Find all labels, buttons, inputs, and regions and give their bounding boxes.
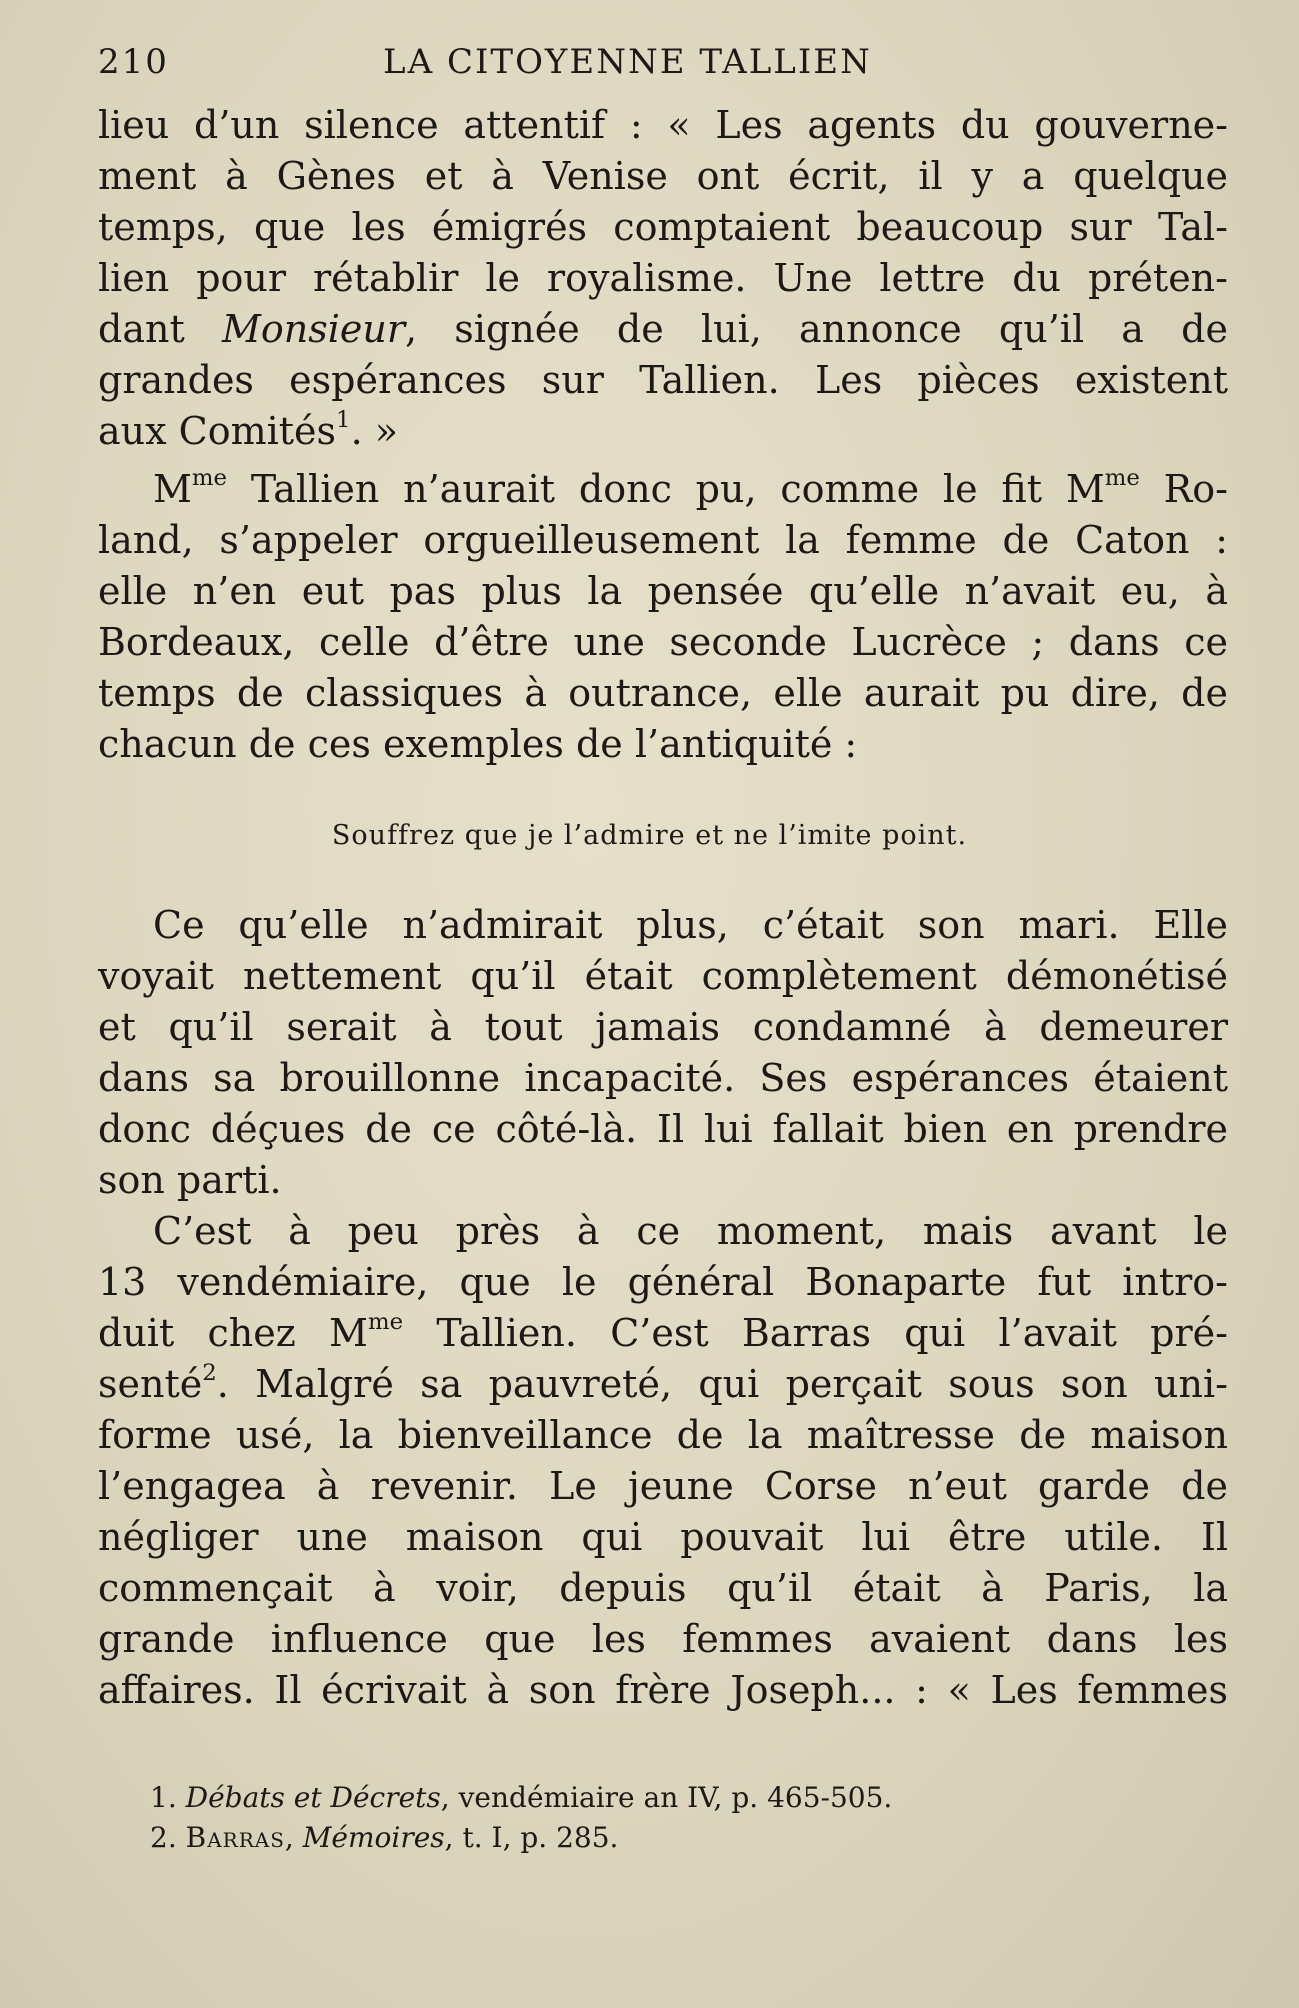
text-line: négliger une maison qui pouvait lui être utile. Il [98, 1515, 1228, 1559]
text-line: forme usé, la bienveillance de la maîtresse de maison [98, 1413, 1228, 1457]
text-line [98, 304, 1228, 355]
text-line: grande influence que les femmes avaient dans les [98, 1617, 1228, 1661]
text-line: land, s’appeler orgueilleusement la femme de Caton : [98, 518, 1228, 562]
text-line: 13 vendémiaire, que le général Bonaparte fut intro- [98, 1260, 1228, 1304]
text-segment: . » [350, 409, 398, 453]
text-segment: Ro- [1139, 467, 1228, 511]
text-line: donc déçues de ce côté-là. Il lui fallait bien en prendre [98, 1107, 1228, 1151]
text-segment: , signée de lui, annonce qu’il a de [404, 307, 1228, 351]
text-segment: aux Comités [98, 409, 337, 453]
footnote-ref: 1 [336, 406, 351, 433]
abbreviation-sup: me [1104, 464, 1140, 491]
footnote-author: Barras [185, 1821, 285, 1854]
text-segment: . Malgré sa pauvreté, qui perçait sous son uni- [216, 1362, 1228, 1406]
footnote-ref: 2 [202, 1359, 217, 1386]
text-line: temps de classiques à outrance, elle aurait pu dire, de [98, 671, 1228, 715]
text-line: l’engagea à revenir. Le jeune Corse n’eut garde de [98, 1464, 1228, 1508]
page-number: 210 [98, 42, 169, 82]
paragraph-2 [98, 464, 1228, 770]
text-line [98, 464, 1228, 515]
verse-quote: Souffrez que je l’admire et ne l’imite point. [331, 820, 968, 851]
abbreviation-sup: me [367, 1308, 404, 1335]
running-title: LA CITOYENNE TALLIEN [383, 42, 872, 82]
text-segment: M [153, 467, 192, 511]
text-segment: dant [98, 307, 222, 351]
text-line [98, 1308, 1228, 1359]
text-line: elle n’en eut pas plus la pensée qu’elle n’avait eu, à [98, 569, 1228, 613]
text-segment: Tallien n’aurait donc pu, comme le fit M [227, 467, 1105, 511]
text-line: C’est à peu près à ce moment, mais avant le [153, 1209, 1228, 1253]
footnote-text: , t. I, p. 285. [444, 1821, 619, 1854]
text-line [98, 406, 1228, 457]
text-line: temps, que les émigrés comptaient beaucoup sur Tal- [98, 205, 1228, 249]
text-segment: duit chez M [98, 1311, 368, 1355]
paragraph-3 [98, 900, 1228, 1206]
abbreviation-sup: me [191, 464, 228, 491]
text-line: et qu’il serait à tout jamais condamné à demeurer [98, 1005, 1228, 1049]
text-line [98, 1359, 1228, 1410]
text-line: son parti. [98, 1158, 282, 1202]
footnote-title: Mémoires [302, 1821, 445, 1854]
paragraph-4 [98, 1206, 1228, 1716]
italic-title: Monsieur [221, 307, 405, 351]
footnote-number: 1. [150, 1781, 186, 1814]
footnotes [150, 1778, 1150, 1858]
text-line: Ce qu’elle n’admirait plus, c’était son mari. Elle [153, 903, 1228, 947]
footnote-text: , [284, 1821, 303, 1854]
footnote-text: , vendémiaire an IV, p. 465-505. [440, 1781, 893, 1814]
footnote-1 [150, 1778, 1150, 1818]
text-line: dans sa brouillonne incapacité. Ses espérances étaient [98, 1056, 1228, 1100]
text-line: Bordeaux, celle d’être une seconde Lucrèce ; dans ce [98, 620, 1228, 664]
text-line: chacun de ces exemples de l’antiquité : [98, 722, 858, 766]
text-line: grandes espérances sur Tallien. Les pièces existent [98, 358, 1228, 402]
text-line: affaires. Il écrivait à son frère Joseph... : « Les femmes [98, 1668, 1228, 1712]
running-head [98, 42, 1228, 82]
paragraph-1 [98, 100, 1228, 457]
text-line: lieu d’un silence attentif : « Les agents du gouverne- [98, 103, 1228, 147]
text-line: ment à Gènes et à Venise ont écrit, il y a quelque [98, 154, 1228, 198]
text-line: commençait à voir, depuis qu’il était à Paris, la [98, 1566, 1228, 1610]
text-line: lien pour rétablir le royalisme. Une lettre du préten- [98, 256, 1228, 300]
text-segment: Tallien. C’est Barras qui l’avait pré- [403, 1311, 1228, 1355]
footnote-number: 2. [150, 1821, 186, 1854]
footnote-2 [150, 1818, 1150, 1858]
text-line: voyait nettement qu’il était complètement démonétisé [98, 954, 1228, 998]
text-segment: senté [98, 1362, 203, 1406]
footnote-title: Débats et Décrets [185, 1781, 441, 1814]
